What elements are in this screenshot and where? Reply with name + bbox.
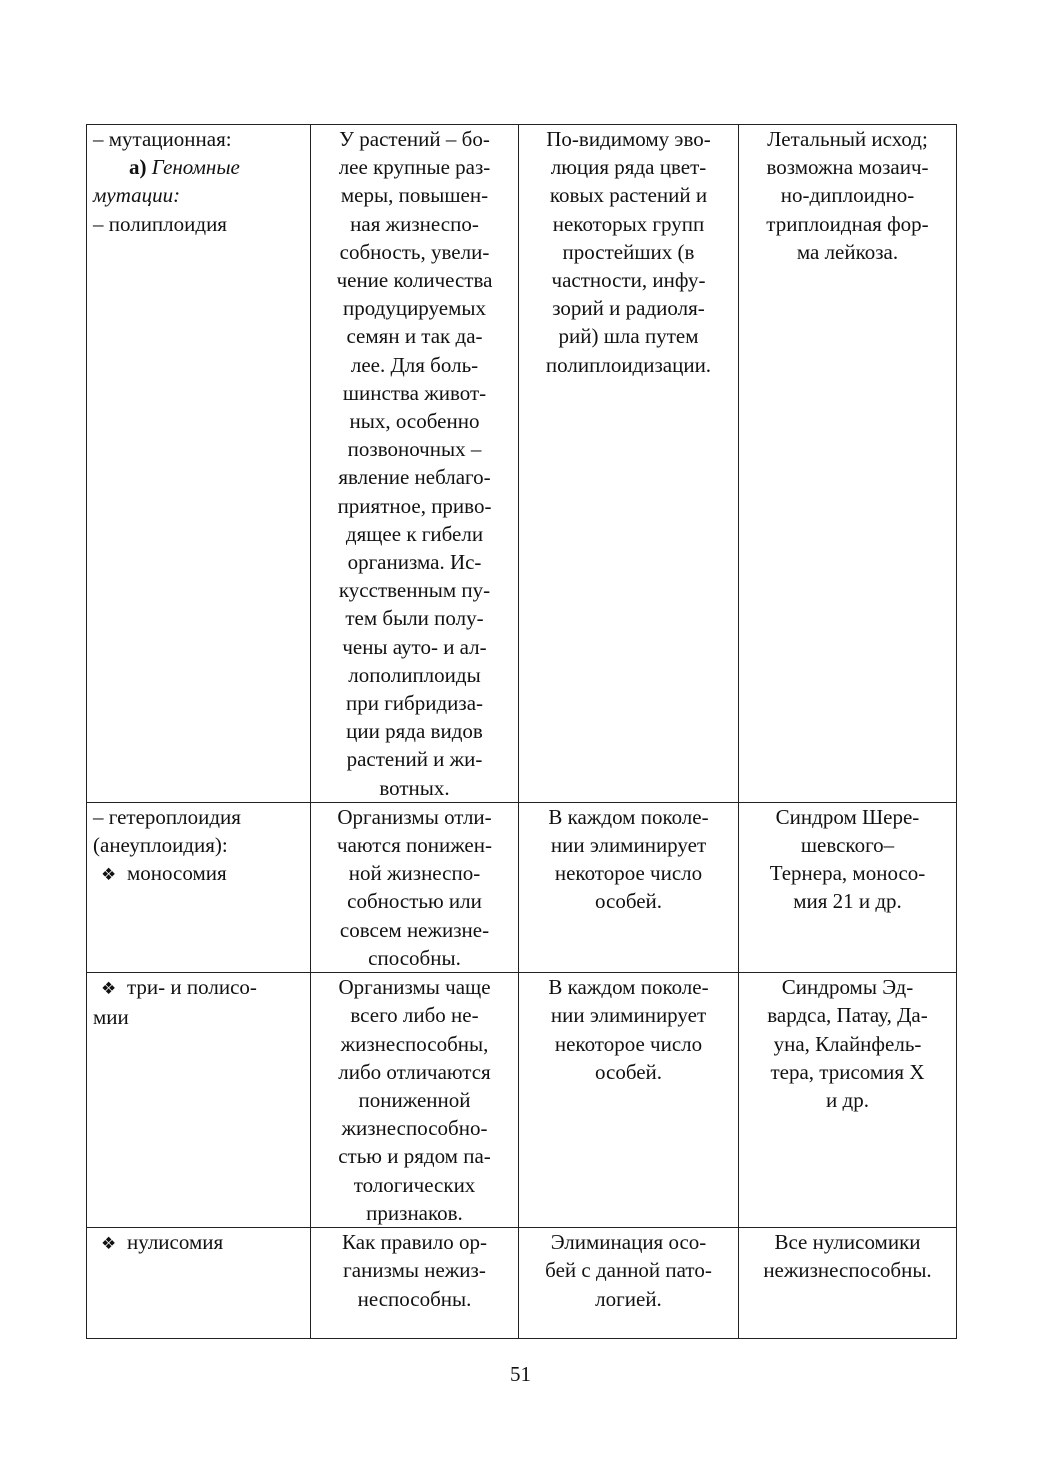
cell-line: Синдромы Эд- xyxy=(781,975,914,1000)
table-row xyxy=(87,973,957,1228)
cell-line: – мутационная: xyxy=(93,127,232,151)
diamond-bullet-icon: ❖ xyxy=(101,1234,117,1255)
cell-line: Летальный исход; xyxy=(767,127,928,151)
cell-line: зорий и радиоля- xyxy=(552,296,705,321)
diamond-bullet-icon: ❖ xyxy=(101,865,117,886)
cell-line: тера, трисомия Х xyxy=(770,1059,925,1084)
cell-line: Организмы чаще xyxy=(338,975,491,1000)
cell-line: и др. xyxy=(826,1087,869,1112)
cell-line: некоторое число xyxy=(554,861,703,886)
page-number: 51 xyxy=(510,1362,531,1386)
cell-line-italic: Геномные xyxy=(146,155,240,180)
cell-line: вардса, Патау, Да- xyxy=(767,1003,928,1028)
cell-line: нии элиминирует xyxy=(550,1003,707,1028)
cell-line: (анеуплоидия): xyxy=(93,833,228,858)
cell-line: тем были полу- xyxy=(345,606,484,631)
cell-line: собность, увели- xyxy=(339,239,490,264)
cell-line: стью и рядом па- xyxy=(338,1144,491,1169)
cell-line: Как правило ор- xyxy=(342,1230,487,1255)
cell-line-text: нулисомия xyxy=(127,1230,224,1255)
table-row xyxy=(87,125,957,803)
cell-line xyxy=(93,973,304,1003)
cell-line: ковых растений и xyxy=(549,183,708,208)
cell-line: явление неблаго- xyxy=(338,465,491,490)
evolution-cell xyxy=(519,1228,739,1339)
cell-line: шинства живот- xyxy=(342,380,487,405)
cell-line: нии элиминирует xyxy=(550,833,707,858)
cell-line xyxy=(93,153,304,181)
cell-line: либо отличаются xyxy=(338,1059,491,1084)
cell-line: полиплоидизации. xyxy=(545,352,712,377)
cell-line: организма. Ис- xyxy=(347,550,482,575)
cell-line: лее крупные раз- xyxy=(338,155,491,180)
cell-line: особей. xyxy=(594,889,663,914)
cell-line: Синдром Шере- xyxy=(775,804,920,829)
human-consequence-cell xyxy=(739,802,957,972)
mutations-table xyxy=(86,124,957,1339)
evolution-cell xyxy=(519,125,739,803)
cell-line: позвоночных – xyxy=(347,437,482,462)
cell-line: ной жизнеспо- xyxy=(348,861,481,886)
cell-line: признаков. xyxy=(366,1200,463,1225)
cell-line: ма лейкоза. xyxy=(796,239,899,264)
cell-line: некоторых групп xyxy=(552,211,705,236)
characteristics-cell xyxy=(311,802,519,972)
cell-line: Тернера, моносо- xyxy=(769,861,926,886)
cell-line: ции ряда видов xyxy=(346,719,483,744)
cell-line: способны. xyxy=(368,945,461,970)
cell-line: В каждом поколе- xyxy=(548,975,709,1000)
characteristics-cell xyxy=(311,1228,519,1339)
diamond-bullet-icon: ❖ xyxy=(101,979,117,1000)
cell-line: возможна мозаич- xyxy=(766,155,929,180)
cell-line: приятное, приво- xyxy=(337,493,492,518)
cell-line: ганизмы нежиз- xyxy=(343,1258,486,1283)
cell-line: ных, особенно xyxy=(349,409,480,434)
cell-line: некоторое число xyxy=(554,1031,703,1056)
cell-line: семян и так да- xyxy=(346,324,483,349)
cell-line: чены ауто- и ал- xyxy=(342,634,487,659)
cell-line: Организмы отли- xyxy=(337,804,492,829)
cell-line xyxy=(93,1228,304,1258)
evolution-cell xyxy=(519,802,739,972)
cell-line: всего либо не- xyxy=(350,1003,479,1028)
cell-line: Элиминация осо- xyxy=(550,1230,707,1255)
cell-line: меры, повышен- xyxy=(340,183,489,208)
cell-line: мии xyxy=(93,1005,129,1030)
cell-line: шевского– xyxy=(800,833,895,858)
mutation-type-cell xyxy=(87,973,311,1228)
cell-line: лее. Для боль- xyxy=(350,352,479,377)
human-consequence-cell xyxy=(739,125,957,803)
cell-line: неспособны. xyxy=(357,1286,472,1311)
cell-line: но-диплоидно- xyxy=(780,183,915,208)
cell-line: жизнеспособны, xyxy=(340,1031,489,1056)
cell-line: тологических xyxy=(353,1172,476,1197)
evolution-cell xyxy=(519,973,739,1228)
cell-line: ная жизнеспо- xyxy=(350,211,479,236)
cell-line: пониженной xyxy=(358,1087,471,1112)
cell-line: В каждом поколе- xyxy=(548,804,709,829)
cell-line-bold: а) xyxy=(129,155,147,180)
cell-line: люция ряда цвет- xyxy=(550,155,707,180)
mutation-type-cell xyxy=(87,802,311,972)
cell-line: особей. xyxy=(594,1059,663,1084)
cell-line: – полиплоидия xyxy=(93,211,227,236)
cell-line: уна, Клайнфель- xyxy=(773,1031,922,1056)
table-row xyxy=(87,802,957,972)
mutation-type-cell xyxy=(87,125,311,803)
cell-line: при гибридиза- xyxy=(345,691,484,716)
cell-line: – гетероплоидия xyxy=(93,804,241,829)
cell-line: чение количества xyxy=(336,268,493,293)
characteristics-cell xyxy=(311,125,519,803)
cell-line: бей с данной пато- xyxy=(545,1258,712,1283)
cell-line: Все нулисомики xyxy=(774,1230,921,1255)
cell-line: жизнеспособно- xyxy=(341,1116,488,1141)
cell-line-text: три- и полисо- xyxy=(127,975,257,1000)
human-consequence-cell xyxy=(739,973,957,1228)
mutation-type-cell xyxy=(87,1228,311,1339)
cell-line xyxy=(93,859,304,889)
cell-line: простейших (в xyxy=(562,239,695,264)
cell-line: триплоидная фор- xyxy=(766,211,929,236)
cell-line: вотных. xyxy=(379,775,450,800)
cell-line: логией. xyxy=(595,1286,662,1311)
cell-line-text: моносомия xyxy=(127,861,227,886)
cell-line: кусственным пу- xyxy=(338,578,491,603)
cell-line: совсем нежизне- xyxy=(339,917,490,942)
cell-line: частности, инфу- xyxy=(551,268,706,293)
cell-line: дящее к гибели xyxy=(345,521,484,546)
cell-line: мутации: xyxy=(93,183,181,208)
cell-line: рий) шла путем xyxy=(558,324,699,349)
cell-line: растений и жи- xyxy=(346,747,483,772)
cell-line: У растений – бо- xyxy=(339,127,490,151)
cell-line: лополиплоиды xyxy=(348,662,481,687)
cell-line: мия 21 и др. xyxy=(793,889,902,914)
table-row xyxy=(87,1228,957,1339)
cell-line: продуцируемых xyxy=(343,296,486,321)
cell-line: собностью или xyxy=(347,889,482,914)
cell-line: По-видимому эво- xyxy=(546,127,711,151)
characteristics-cell xyxy=(311,973,519,1228)
human-consequence-cell xyxy=(739,1228,957,1339)
cell-line: чаются понижен- xyxy=(337,833,492,858)
cell-line: нежизнеспособны. xyxy=(763,1258,932,1283)
